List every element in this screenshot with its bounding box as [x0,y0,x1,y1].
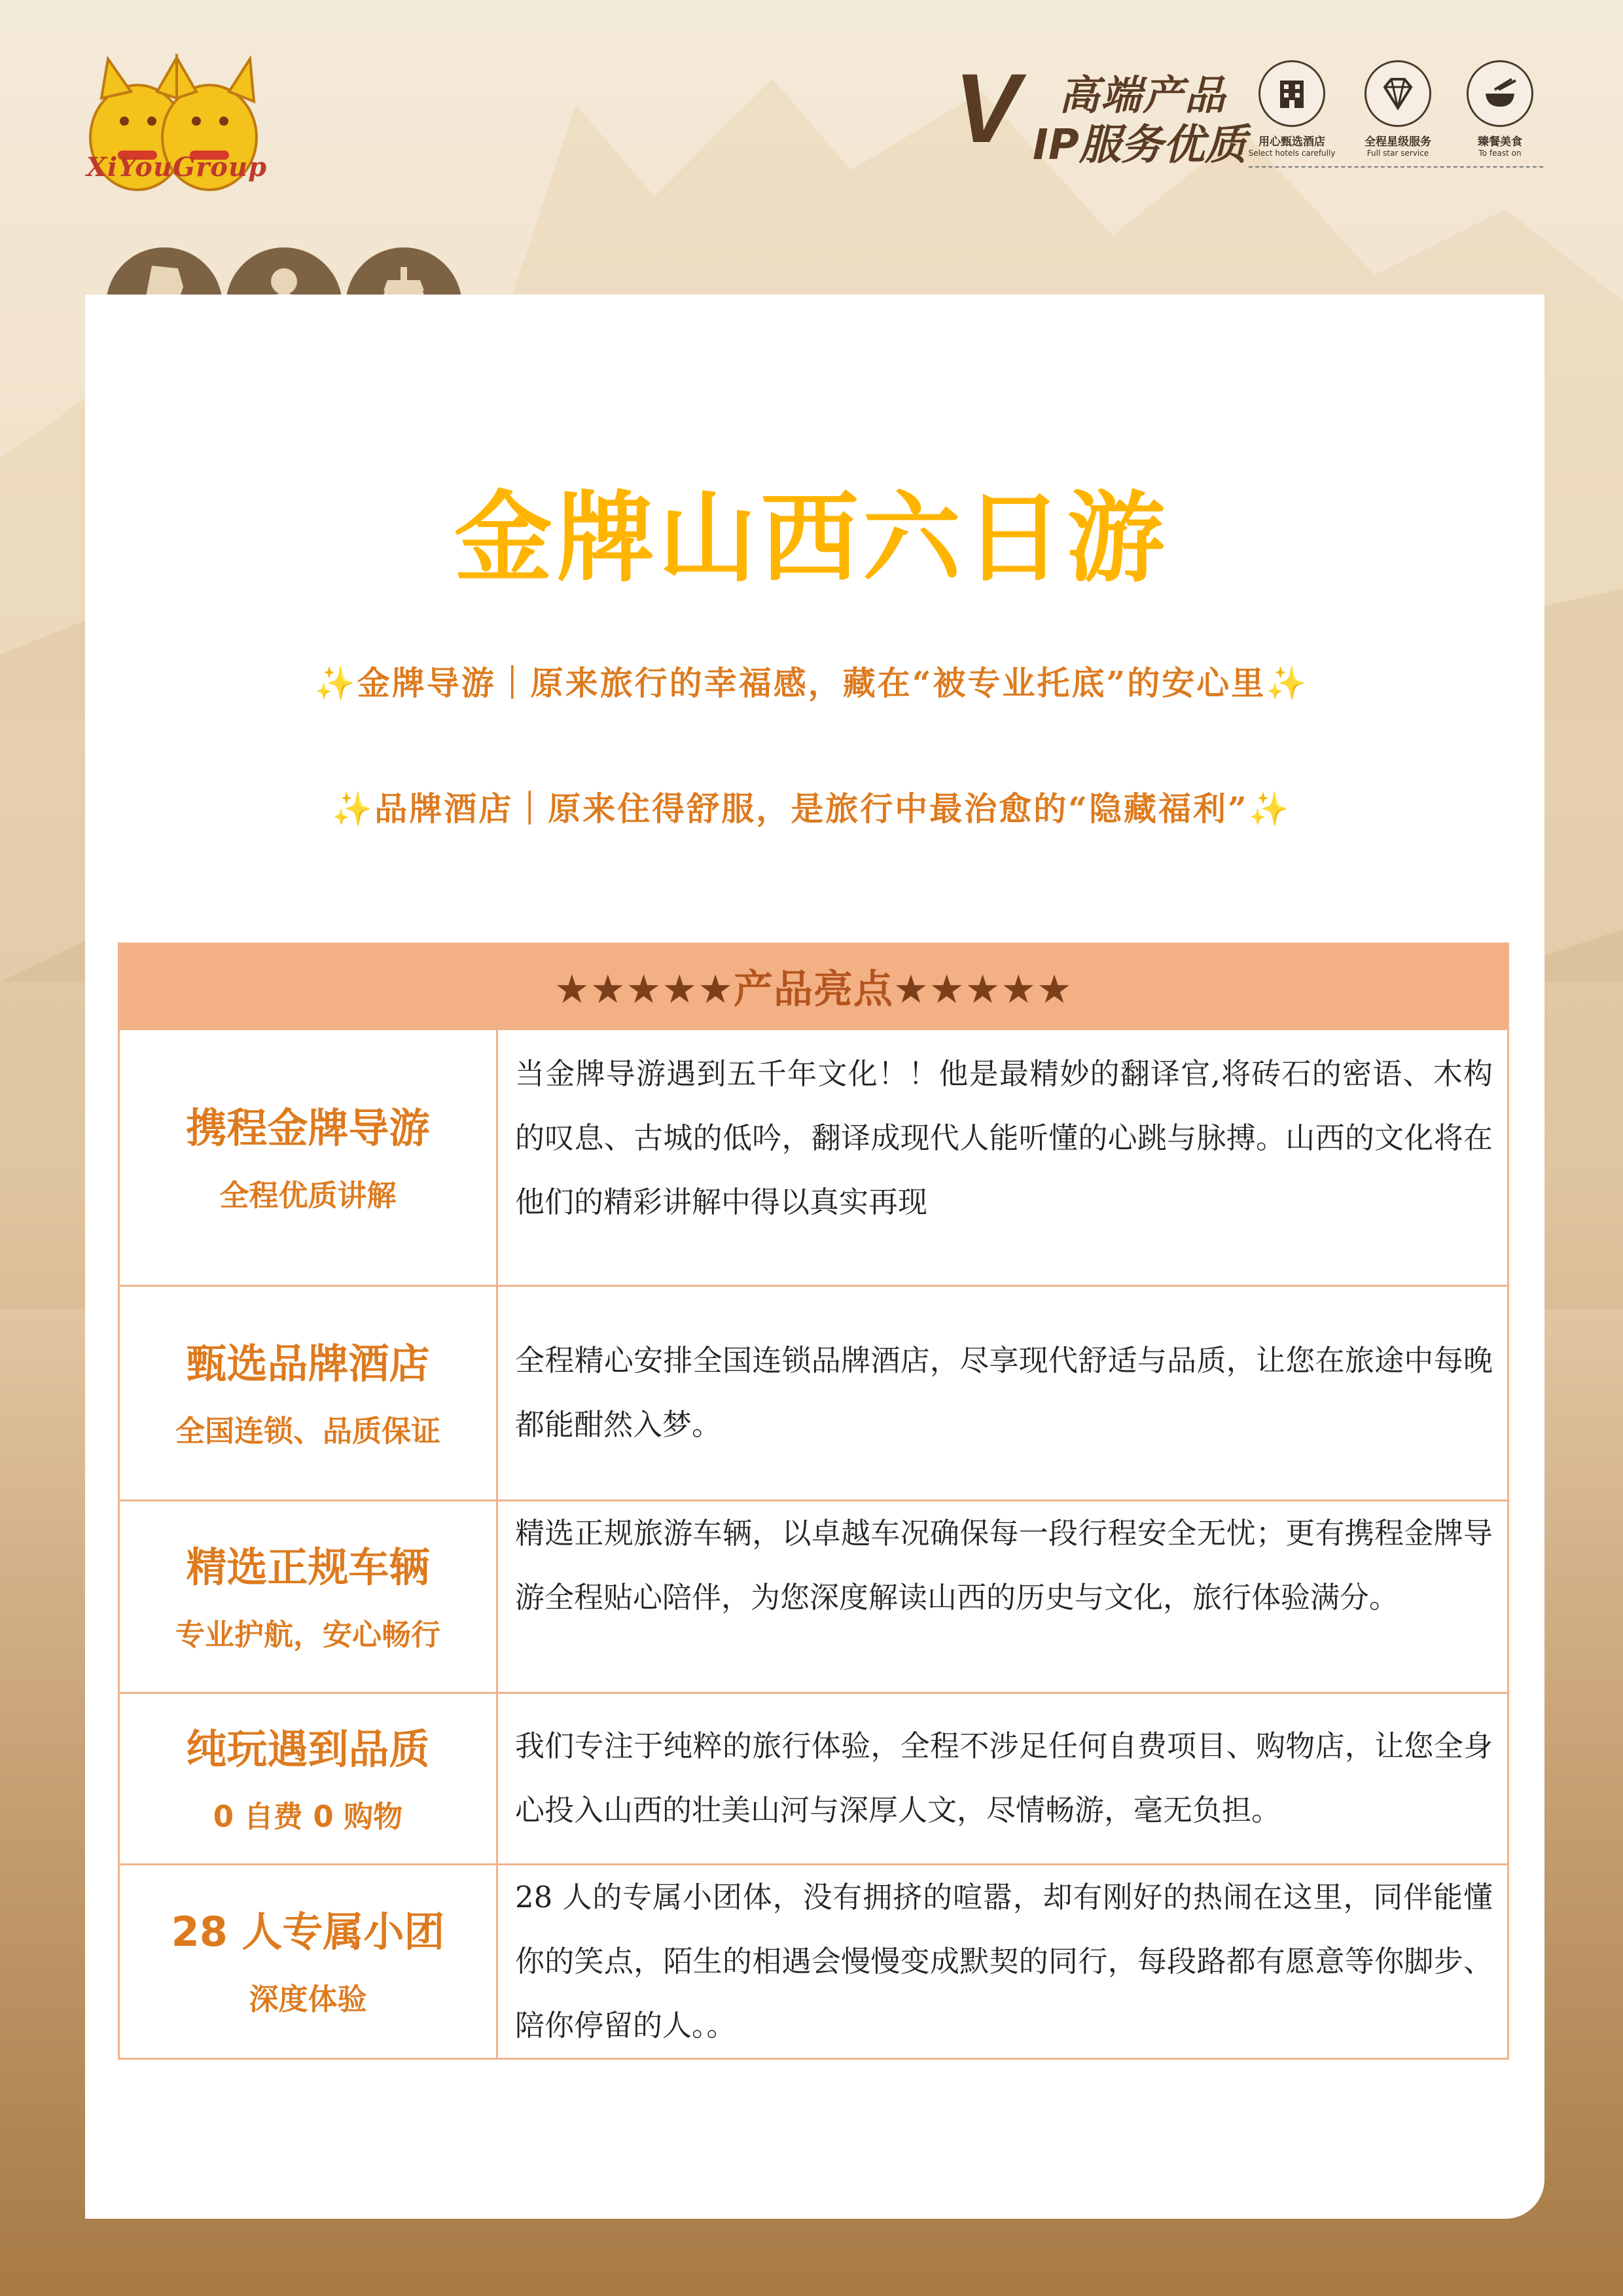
slogan-guide [0,657,1623,704]
table-row [119,1030,1508,1286]
row-title: 携程金牌导游 [186,1103,430,1152]
row-subtitle: 深度体验 [249,1982,367,2017]
row-label-cell [119,1865,497,2059]
table-row [119,1501,1508,1693]
sparkle-icon: ✨ [314,664,357,702]
row-title: 28 人专属小团 [171,1908,445,1956]
row-subtitle: 0 自费 0 购物 [213,1799,403,1834]
slogan-text: 金牌导游｜原来旅行的幸福感，藏在“被专业托底”的安心里 [357,664,1266,702]
sparkle-icon: ✨ [331,790,375,828]
sparkle-icon: ✨ [1248,790,1292,828]
highlights-header-row [119,944,1508,1030]
row-label-cell [119,1693,497,1865]
feature-hotel [1246,60,1338,158]
feature-food-label-en: To feast on [1478,149,1522,158]
vip-line1: 高端产品 [1059,71,1227,119]
content-card-top [510,295,1544,439]
stars-left: ★★★★★ [554,967,734,1013]
row-description: 精选正规旅游车辆，以卓越车况确保每一段行程安全无忧；更有携程金牌导游全程贴心陪伴，为您深度解读山西的历史与文化，旅行体验满分。 [497,1501,1508,1693]
row-label-cell [119,1501,497,1693]
row-description: 全程精心安排全国连锁品牌酒店，尽享现代舒适与品质，让您在旅途中每晚都能酣然入梦。 [497,1286,1508,1501]
row-subtitle: 专业护航，安心畅行 [175,1617,440,1652]
row-description: 当金牌导游遇到五千年文化！！他是最精妙的翻译官,将砖石的密语、木构的叹息、古城的低吟，翻译成现代人能听懂的心跳与脉搏。山西的文化将在他们的精彩讲解中得以真实再现 [497,1030,1508,1286]
sparkle-icon: ✨ [1266,664,1309,702]
row-description: 28 人的专属小团体，没有拥挤的喧嚣，却有刚好的热闹在这里，同伴能懂你的笑点，陌生的相遇会慢慢变成默契的同行，每段路都有愿意等你脚步、陪你停留的人。。 [497,1865,1508,2059]
vip-line2: IP服务优质 [1033,121,1247,170]
bowl-icon [1467,60,1533,127]
highlights-table [118,942,1509,2060]
feature-service [1352,60,1444,158]
feature-food-label: 臻餐美食 [1478,135,1522,149]
row-title: 精选正规车辆 [186,1543,430,1591]
feature-hotel-label-en: Select hotels carefully [1248,149,1336,158]
stars-right: ★★★★★ [893,967,1073,1013]
logo-text: XiYouGroup [86,152,268,183]
feature-food [1454,60,1546,158]
feature-divider [1249,166,1543,168]
table-row [119,1865,1508,2059]
page-title: 金牌山西六日游 [454,482,1169,596]
table-row [119,1286,1508,1501]
table-row [119,1693,1508,1865]
row-subtitle: 全程优质讲解 [219,1177,397,1213]
row-title: 纯玩遇到品质 [186,1725,430,1773]
hotel-icon [1258,60,1325,127]
row-title: 甄选品牌酒店 [186,1339,430,1388]
vip-v-letter: V [954,53,1020,163]
row-label-cell [119,1286,497,1501]
slogan-hotel [0,783,1623,830]
slogan-text: 品牌酒店｜原来住得舒服，是旅行中最治愈的“隐藏福利” [374,789,1249,828]
diamond-icon [1364,60,1431,127]
highlights-header [119,944,1508,1030]
row-description: 我们专注于纯粹的旅行体验，全程不涉足任何自费项目、购物店，让您全身心投入山西的壮美山河与深厚人文，尽情畅游，毫无负担。 [497,1693,1508,1865]
row-label-cell [119,1030,497,1286]
row-subtitle: 全国连锁、品质保证 [175,1413,440,1448]
feature-service-label: 全程星级服务 [1364,135,1431,149]
feature-hotel-label: 用心甄选酒店 [1258,135,1325,149]
feature-service-label-en: Full star service [1366,149,1429,158]
highlights-header-text: 产品亮点 [734,967,893,1013]
